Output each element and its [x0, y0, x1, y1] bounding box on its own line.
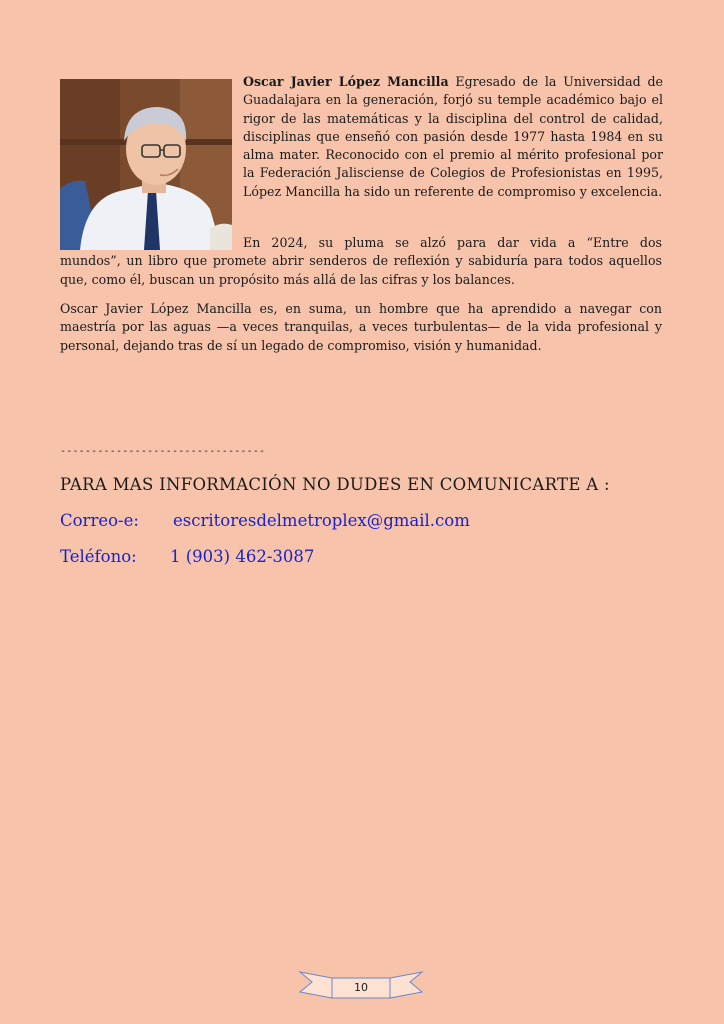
- phone-link[interactable]: 1 (903) 462-3087: [170, 547, 315, 566]
- section-divider: ---------------------------------: [60, 446, 266, 457]
- author-photo: [60, 79, 232, 250]
- phone-label: Teléfono:: [60, 547, 137, 566]
- email-label: Correo-e:: [60, 511, 139, 530]
- page-number-ribbon: [298, 968, 424, 1008]
- bio-paragraph-1: [243, 73, 663, 201]
- phone-row: [60, 547, 315, 566]
- author-name: Oscar Javier López Mancilla: [243, 74, 449, 89]
- bio-paragraph-2-first-line: En 2024, su pluma se alzó para dar vida a “Entre dos: [243, 235, 662, 250]
- contact-heading: PARA MAS INFORMACIÓN NO DUDES EN COMUNICARTE A :: [60, 475, 610, 494]
- bio-paragraph-3: Oscar Javier López Mancilla es, en suma, un hombre que ha aprendido a navegar con maestría por las aguas —a veces tranquilas, a veces turbulentas— de la vida profesional y personal, dejando tras de sí un legado de compromiso, visión y humanidad.: [60, 301, 662, 353]
- email-row: [60, 511, 470, 530]
- email-link[interactable]: escritoresdelmetroplex@gmail.com: [173, 511, 470, 530]
- bio-paragraph-2-text: mundos”, un libro que promete abrir senderos de reflexión y sabiduría para todos aquellos que, como él, buscan un propósito más allá de las cifras y los balances.: [60, 253, 662, 287]
- page-number: 10: [354, 981, 368, 994]
- bio-paragraph-1-text: Egresado de la Universidad de Guadalajara en la generación, forjó su temple académico bajo el rigor de las matemáticas y la disciplina del control de calidad, disciplinas que enseñó con pasión desde 1977 hasta 1984 en su alma mater. Reconocido con el premio al mérito profesional por la Federación Jalisciense de Colegios de Profesionistas en 1995, López Mancilla ha sido un referente de compromiso y excelencia.: [243, 74, 663, 199]
- bio-paragraph-2: [60, 234, 662, 289]
